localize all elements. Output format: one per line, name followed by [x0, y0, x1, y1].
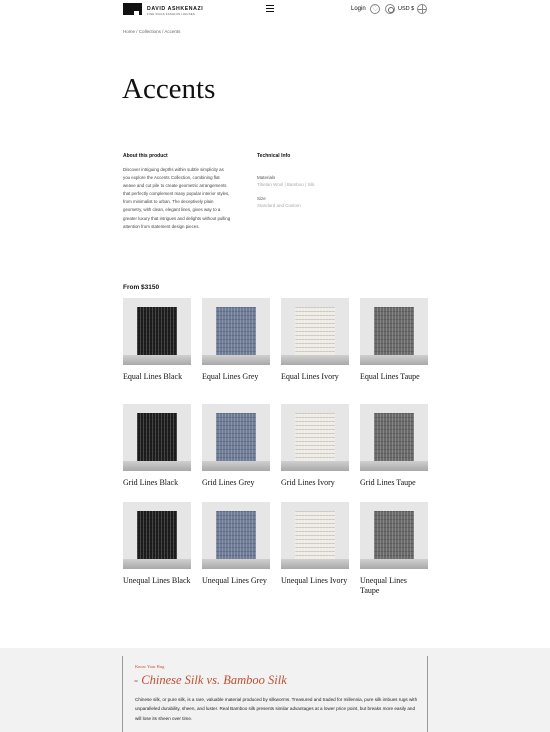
rug-swatch: [295, 413, 335, 462]
about-description: Discover intriguing depths within subtle simplicity as you explore the Accents Collection, combining flat weave and cut pile to create geometric arrangements that perfectly complement many popular interior styles, from minimalist to urban. The deceptively plain geometry, with clean, elegant lines, gives way to a greater luxury that intrigues and delights without pulling attention from statement design pieces.: [123, 167, 231, 229]
product-card[interactable]: [281, 298, 349, 382]
product-card[interactable]: [360, 502, 428, 595]
search-icon[interactable]: [385, 4, 395, 14]
product-card[interactable]: [123, 404, 191, 488]
rug-swatch: [374, 511, 414, 560]
product-image[interactable]: [123, 404, 191, 471]
rug-swatch: [295, 307, 335, 356]
breadcrumb-current: Accents: [164, 29, 181, 34]
rug-swatch: [137, 307, 177, 356]
product-title[interactable]: Equal Lines Ivory: [281, 372, 339, 381]
product-image[interactable]: [123, 298, 191, 365]
brand-logo[interactable]: [123, 3, 203, 16]
product-title[interactable]: Grid Lines Ivory: [281, 478, 335, 487]
product-card[interactable]: [202, 502, 270, 586]
product-title[interactable]: Unequal Lines Ivory: [281, 576, 348, 585]
product-card[interactable]: [202, 298, 270, 382]
materials-value: Tibetan Wool | Bamboo | Silk: [257, 181, 315, 187]
product-title[interactable]: Equal Lines Black: [123, 372, 183, 381]
materials-block: [257, 175, 315, 189]
rug-swatch: [374, 307, 414, 356]
breadcrumb-separator: /: [162, 29, 164, 34]
product-title[interactable]: Equal Lines Grey: [202, 372, 259, 381]
about-heading: About this product: [123, 153, 168, 159]
breadcrumb: [123, 29, 180, 34]
product-card[interactable]: [281, 502, 349, 586]
size-label: Size: [257, 196, 266, 201]
price-label: From $3150: [123, 284, 160, 291]
breadcrumb-home[interactable]: Home: [123, 29, 136, 34]
product-image[interactable]: [281, 404, 349, 471]
product-title[interactable]: Unequal Lines Taupe: [360, 576, 407, 595]
page-title: Accents: [122, 73, 216, 105]
size-value: Standard and Custom: [257, 202, 301, 208]
product-title[interactable]: Unequal Lines Grey: [202, 576, 267, 585]
rug-swatch: [137, 413, 177, 462]
product-image[interactable]: [202, 404, 270, 471]
product-image[interactable]: [123, 502, 191, 569]
wishlist-heart-icon[interactable]: [370, 4, 380, 14]
product-image[interactable]: [202, 298, 270, 365]
technical-info-heading: Technical Info: [257, 153, 291, 159]
rug-swatch: [216, 413, 256, 462]
product-card[interactable]: [281, 404, 349, 488]
product-title[interactable]: Grid Lines Grey: [202, 478, 255, 487]
brand-tagline: FINE RUGS FASHION HOUSES: [147, 12, 196, 16]
login-link[interactable]: Login: [351, 6, 366, 12]
currency-selector[interactable]: USD $: [398, 6, 415, 12]
product-image[interactable]: [360, 502, 428, 569]
know-your-rug-text: Chinese silk, or pure silk, is a rare, valuable material produced by silkworms. Treasured and traded for millennia, pure silk imbues rugs with unparalleled durability, sheen, and luster. Real Bamboo silk presents similar advantages at a lower price point, but breaks more easily and will lose its sheen over time.: [135, 697, 418, 721]
globe-icon[interactable]: [417, 4, 427, 14]
logo-text: [147, 6, 203, 16]
materials-label: Materials: [257, 175, 276, 180]
product-title[interactable]: Unequal Lines Black: [123, 576, 191, 585]
product-image[interactable]: [360, 404, 428, 471]
rug-swatch: [374, 413, 414, 462]
rug-swatch: [216, 307, 256, 356]
know-your-rug-title: - Chinese Silk vs. Bamboo Silk: [134, 673, 287, 687]
know-your-rug-eyebrow: Know Your Rug: [135, 664, 165, 669]
product-title[interactable]: Grid Lines Black: [123, 478, 179, 487]
breadcrumb-separator: /: [136, 29, 138, 34]
product-title[interactable]: Grid Lines Taupe: [360, 478, 416, 487]
hamburger-menu-icon[interactable]: [266, 5, 274, 12]
product-image[interactable]: [281, 298, 349, 365]
product-card[interactable]: [360, 404, 428, 488]
product-title[interactable]: Equal Lines Taupe: [360, 372, 420, 381]
product-card[interactable]: [123, 298, 191, 382]
product-image[interactable]: [202, 502, 270, 569]
product-card[interactable]: [202, 404, 270, 488]
site-header: [0, 0, 550, 20]
size-block: [257, 196, 301, 210]
logo-mark-icon: [123, 3, 142, 15]
breadcrumb-collections[interactable]: Collections: [138, 29, 161, 34]
product-card[interactable]: [360, 298, 428, 382]
rug-swatch: [137, 511, 177, 560]
rug-swatch: [295, 511, 335, 560]
brand-name: DAVID ASHKENAZI: [147, 6, 204, 12]
product-image[interactable]: [360, 298, 428, 365]
product-image[interactable]: [281, 502, 349, 569]
product-card[interactable]: [123, 502, 191, 586]
rug-swatch: [216, 511, 256, 560]
